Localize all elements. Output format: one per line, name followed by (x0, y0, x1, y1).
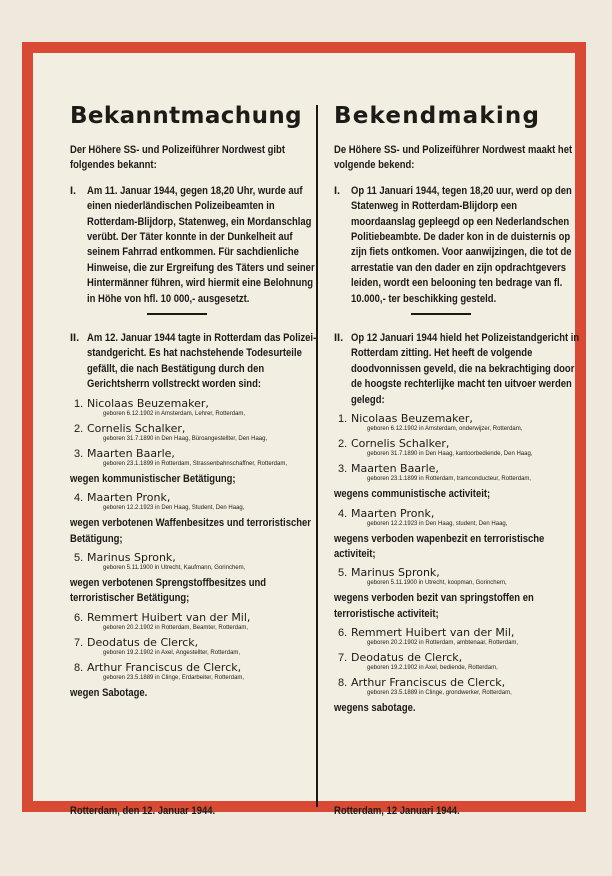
victim-detail: geboren 23.5.1889 in Clinge, grondwerker, Rotterdam, (367, 690, 512, 697)
dutch-title: Bekendmaking (334, 103, 541, 129)
german-section-2-text: Am 12. Januar 1944 tagte in Rotterdam das Polizei-standgericht. Es hat nachstehende Todesurteile gefällt, die nach Bestätigung durch den Gerichtsherrn vollstreckt worden sind: (87, 332, 317, 391)
dutch-intro: De Höhere SS- und Polizeiführer Nordwest maakt het volgende bekend: (334, 144, 573, 172)
victim-number: 4. (338, 507, 348, 520)
victim-number: 7. (74, 636, 84, 649)
victim-detail: geboren 23.1.1899 in Rotterdam, Strassenbahnschaffner, Rotterdam, (103, 460, 288, 467)
german-section-1 (70, 184, 318, 307)
victim-detail: geboren 5.11.1900 in Utrecht, Kaufmann, Gorinchem, (103, 564, 246, 571)
german-section-1-text: Am 11. Januar 1944, gegen 18,20 Uhr, wurde auf einen niederländischen Polizeibeamten in Rotterdam-Blijdorp, Statenweg, ein Mordanschlag verübt. Der Täter konnte in der Dunkelheit auf seinem Fahrrad entkommen. Für sachdienliche Hinweise, die zur Ergreifung des Täters und seiner Hintermänner führen, wird hiermit eine Belohnung in Höhe von hfl. 10 000,- ausgesetzt. (87, 184, 315, 305)
victim-number: 5. (74, 551, 84, 564)
victim-number: 5. (338, 567, 348, 580)
dutch-charge-weapons: wegens verboden wapenbezit en terroristische activiteit; (334, 532, 545, 560)
victim-name: Maarten Baarle, (87, 446, 175, 460)
german-victim-8 (70, 661, 318, 682)
dutch-section-2-text: Op 12 Januari 1944 hield het Polizeistandgericht in Rotterdam zitting. Het heeft de volgende doodvonnissen geveld, die na bekrachtiging door de hoogste rechterlijke macht ten uitvoer werden gelegd: (351, 332, 580, 406)
german-charge-explosives: wegen verbotenen Sprengstoffbesitzes und terroristischer Betätigung; (70, 576, 267, 605)
victim-number: 1. (74, 397, 84, 410)
dutch-victim-2 (334, 437, 582, 458)
german-victim-6 (70, 611, 318, 632)
victim-name: Deodatus de Clerck, (351, 651, 463, 665)
dutch-section-2-number: II. (334, 332, 344, 345)
dutch-separator-rule (411, 313, 471, 315)
victim-name: Cornelis Schalker, (87, 421, 186, 435)
victim-detail: geboren 31.7.1890 in Den Haag, Büroangestellter, Den Haag, (103, 435, 268, 442)
victim-number: 6. (74, 611, 84, 624)
victim-number: 2. (338, 438, 348, 451)
german-intro: Der Höhere SS- und Polizeiführer Nordwest gibt folgendes bekannt: (70, 144, 285, 172)
dutch-section-1-number: I. (334, 184, 341, 197)
victim-name: Marinus Spronk, (351, 566, 440, 580)
german-section-2 (70, 331, 318, 393)
german-section-1-number: I. (70, 184, 77, 197)
dutch-victim-3 (334, 462, 582, 483)
german-section-2-number: II. (70, 332, 80, 345)
victim-name: Deodatus de Clerck, (87, 635, 199, 649)
victim-detail: geboren 19.2.1902 in Axel, bediende, Rotterdam, (367, 665, 498, 672)
victim-number: 1. (338, 413, 348, 426)
german-closing-date: Rotterdam, den 12. Januar 1944. (70, 805, 216, 817)
victim-name: Arthur Franciscus de Clerck, (351, 676, 506, 690)
victim-detail: geboren 23.5.1889 in Clinge, Erdarbeiter, Rotterdam, (103, 674, 245, 681)
victim-name: Nicolaas Beuzemaker, (351, 412, 473, 426)
victim-number: 4. (74, 492, 84, 505)
german-victim-1 (70, 397, 318, 418)
german-title: Bekanntmachung (70, 103, 302, 129)
german-victim-5 (70, 551, 318, 572)
victim-detail: geboren 31.7.1890 in Den Haag, kantoorbediende, Den Haag, (367, 451, 533, 458)
german-victim-2 (70, 422, 318, 443)
dutch-section-1 (334, 184, 582, 307)
german-charge-weapons: wegen verbotenen Waffenbesitzes und terroristischer Betätigung; (70, 517, 311, 545)
victim-detail: geboren 6.12.1902 in Amsterdam, onderwijzer, Rotterdam, (367, 426, 523, 433)
victim-number: 6. (338, 627, 348, 640)
victim-number: 3. (74, 447, 84, 460)
dutch-victim-7 (334, 651, 582, 672)
victim-detail: geboren 20.2.1902 in Rotterdam, ambtenaar, Rotterdam, (367, 640, 519, 647)
dutch-victim-1 (334, 412, 582, 433)
german-victim-3 (70, 447, 318, 468)
victim-name: Nicolaas Beuzemaker, (87, 396, 209, 410)
german-victim-7 (70, 636, 318, 657)
dutch-column (334, 103, 582, 817)
victim-detail: geboren 23.1.1899 in Rotterdam, tramconducteur, Rotterdam, (367, 476, 532, 483)
dutch-charge-explosives: wegens verboden bezit van springstoffen en terroristische activiteit; (334, 592, 534, 620)
dutch-victim-4 (334, 507, 582, 528)
victim-detail: geboren 20.2.1902 in Rotterdam, Beamter, Rotterdam, (103, 624, 249, 631)
victim-name: Marinus Spronk, (87, 550, 176, 564)
victim-name: Maarten Pronk, (351, 506, 435, 520)
red-border-frame (22, 42, 586, 817)
dutch-closing-date: Rotterdam, 12 Januari 1944. (334, 805, 460, 817)
dutch-victim-8 (334, 676, 582, 697)
victim-detail: geboren 5.11.1900 in Utrecht, koopman, Gorinchem, (367, 580, 507, 587)
dutch-section-2 (334, 331, 582, 408)
victim-name: Cornelis Schalker, (351, 437, 450, 451)
german-charge-communist: wegen kommunistischer Betätigung; (70, 472, 236, 485)
dutch-victim-5 (334, 566, 582, 587)
german-column (70, 103, 318, 817)
victim-number: 2. (74, 422, 84, 435)
victim-name: Remmert Huibert van der Mil, (351, 626, 515, 640)
dutch-section-1-text: Op 11 Januari 1944, tegen 18,20 uur, werd op den Statenweg in Rotterdam-Blijdorp een moordaanslag gepleegd op een Nederlandschen Politiebeambte. De dader kon in de duisternis op zijn fiets ontkomen. Voor aanwijzingen, die tot de arrestatie van den dader en zijn opdrachtgevers leiden, wordt een belooning ten bedrage van fl. 10.000,- ter beschikking gesteld. (351, 184, 572, 305)
dutch-charge-sabotage: wegens sabotage. (334, 702, 416, 715)
victim-detail: geboren 6.12.1902 in Amsterdam, Lehrer, Rotterdam, (103, 410, 246, 417)
victim-detail: geboren 19.2.1902 in Axel, Angestellter, Rotterdam, (103, 649, 241, 656)
dutch-victim-6 (334, 626, 582, 647)
victim-number: 8. (74, 661, 84, 674)
german-separator-rule (147, 313, 207, 315)
victim-number: 7. (338, 652, 348, 665)
dutch-charge-communist: wegens communistische activiteit; (334, 488, 491, 501)
victim-name: Arthur Franciscus de Clerck, (87, 660, 242, 674)
victim-number: 8. (338, 677, 348, 690)
victim-number: 3. (338, 463, 348, 476)
german-charge-sabotage: wegen Sabotage. (70, 686, 148, 699)
victim-detail: geboren 12.2.1923 in Den Haag, Student, Den Haag, (103, 505, 245, 512)
victim-detail: geboren 12.2.1923 in Den Haag, student, Den Haag, (367, 520, 508, 527)
victim-name: Remmert Huibert van der Mil, (87, 610, 251, 624)
victim-name: Maarten Baarle, (351, 462, 439, 476)
column-divider (316, 105, 318, 807)
german-victim-4 (70, 491, 318, 512)
victim-name: Maarten Pronk, (87, 491, 171, 505)
